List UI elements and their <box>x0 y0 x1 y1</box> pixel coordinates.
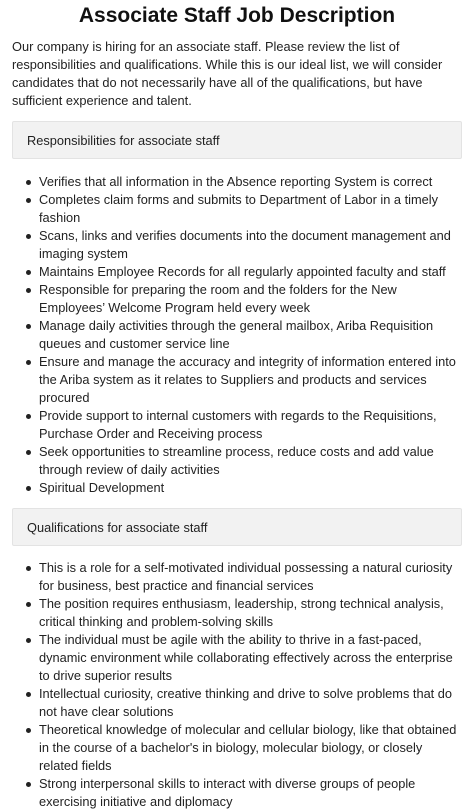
qualification-text: This is a role for a self-motivated individual possessing a natural curiosity for business, best practice and financial services <box>39 560 453 593</box>
list-item <box>24 443 462 479</box>
qualification-text: Strong interpersonal skills to interact with diverse groups of people exercising initiative and diplomacy <box>39 776 416 809</box>
bullet-icon <box>26 782 31 787</box>
responsibility-text: Responsible for preparing the room and the folders for the New Employees’ Welcome Program held every week <box>39 282 397 315</box>
responsibility-text: Spiritual Development <box>39 480 165 495</box>
list-item <box>24 317 462 353</box>
bullet-icon <box>26 180 31 185</box>
bullet-icon <box>26 728 31 733</box>
bullet-icon <box>26 360 31 365</box>
list-item <box>24 559 462 595</box>
bullet-icon <box>26 450 31 455</box>
list-item <box>24 631 462 685</box>
responsibilities-header <box>12 121 462 159</box>
responsibility-text: Ensure and manage the accuracy and integrity of information entered into the Ariba system as it relates to Suppliers and products and services procured <box>39 354 456 405</box>
qualification-text: The position requires enthusiasm, leadership, strong technical analysis, critical thinking and problem-solving skills <box>39 596 444 629</box>
bullet-icon <box>26 234 31 239</box>
list-item <box>24 173 462 191</box>
responsibilities-list <box>12 173 462 497</box>
qualification-text: Intellectual curiosity, creative thinking and drive to solve problems that do not have clear solutions <box>39 686 453 719</box>
list-item <box>24 721 462 775</box>
qualifications-heading: Qualifications for associate staff <box>27 519 208 535</box>
responsibilities-heading: Responsibilities for associate staff <box>27 132 220 148</box>
list-item <box>24 353 462 407</box>
bullet-icon <box>26 566 31 571</box>
bullet-icon <box>26 288 31 293</box>
responsibility-text: Manage daily activities through the general mailbox, Ariba Requisition queues and customer service line <box>39 318 434 351</box>
bullet-icon <box>26 270 31 275</box>
list-item <box>24 263 462 281</box>
list-item <box>24 595 462 631</box>
bullet-icon <box>26 692 31 697</box>
bullet-icon <box>26 414 31 419</box>
list-item <box>24 685 462 721</box>
page-title: Associate Staff Job Description <box>78 4 396 27</box>
responsibility-text: Verifies that all information in the Absence reporting System is correct <box>39 174 433 189</box>
list-item <box>24 227 462 263</box>
qualifications-list <box>12 559 462 811</box>
bullet-icon <box>26 486 31 491</box>
bullet-icon <box>26 638 31 643</box>
qualifications-header <box>12 508 462 546</box>
qualification-text: The individual must be agile with the ability to thrive in a fast-paced, dynamic environment while collaborating effectively across the enterprise to drive superior results <box>39 632 453 683</box>
list-item <box>24 775 462 811</box>
intro-paragraph: Our company is hiring for an associate staff. Please review the list of responsibilities and qualifications. While this is our ideal list, we will consider candidates that do not necessarily have all of the qualifications, but have sufficient experience and talent. <box>12 39 443 108</box>
qualification-text: Theoretical knowledge of molecular and cellular biology, like that obtained in the course of a bachelor's in biology, molecular biology, or closely related fields <box>39 722 457 773</box>
list-item <box>24 191 462 227</box>
bullet-icon <box>26 602 31 607</box>
list-item <box>24 281 462 317</box>
list-item <box>24 479 462 497</box>
responsibility-text: Maintains Employee Records for all regularly appointed faculty and staff <box>39 264 446 279</box>
responsibility-text: Scans, links and verifies documents into the document management and imaging system <box>39 228 451 261</box>
responsibility-text: Completes claim forms and submits to Department of Labor in a timely fashion <box>39 192 438 225</box>
responsibility-text: Seek opportunities to streamline process, reduce costs and add value through review of daily activities <box>39 444 434 477</box>
bullet-icon <box>26 198 31 203</box>
bullet-icon <box>26 324 31 329</box>
list-item <box>24 407 462 443</box>
responsibility-text: Provide support to internal customers with regards to the Requisitions, Purchase Order and Receiving process <box>39 408 437 441</box>
